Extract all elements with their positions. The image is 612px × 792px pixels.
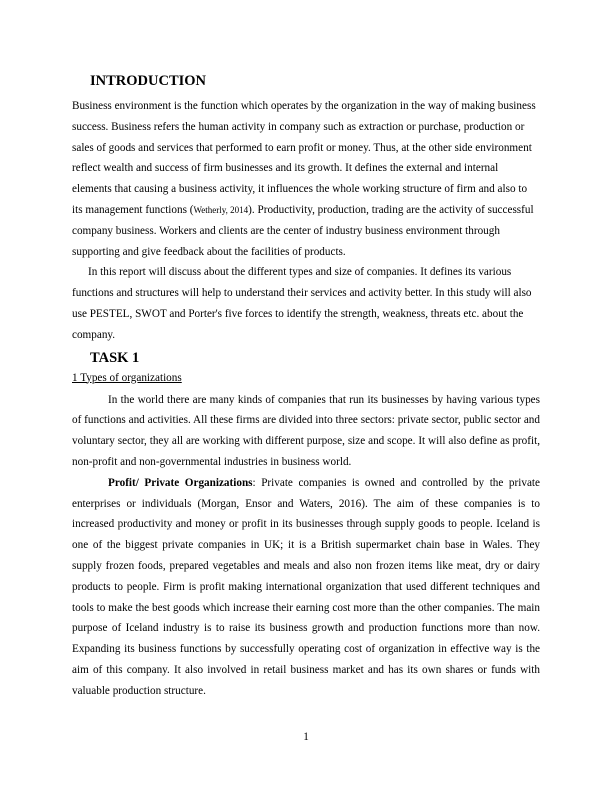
private-org-term: Profit/ Private Organizations [108, 476, 253, 489]
intro-paragraph-2: In this report will discuss about the different types and size of companies. It defines its various functions and structures will help to understand their services and activity better. In this study will also use PESTEL, SWOT and Porter's five forces to identify the strength, weakness, threats etc. about the company. [72, 266, 532, 341]
task1-paragraph-1: In the world there are many kinds of companies that run its businesses by having various types of functions and activities. All these firms are divided into three sectors: private sector, public sector and voluntary sector, they all are working with different purpose, size and scope. It will also define as profit, non-profit and non-governmental industries in business world. [72, 393, 540, 468]
page-number: 1 [303, 731, 309, 743]
task1-heading: TASK 1 [90, 349, 140, 366]
task1-p2-text-end: ). The aim of these companies is to increased productivity and money or profit in its businesses through supply goods to people. Iceland is one of the biggest private companies in UK; it is a British supermarket chain base in Wales. They supply frozen foods, prepared vegetables and meals and also non frozen items like meat, dry or dairy products to people. Firm is profit making international organization that used different techniques and tools to make the best goods which increase their earning cost more than the other companies. The main purpose of Iceland industry is to raise its business growth and production functions more than now. Expanding its business functions by successfully operating cost of organization in effective way is the aim of this company. It also involved in retail business market and has its own shares or funds with valuable production structure. [72, 497, 540, 697]
citation-morgan: Morgan, Ensor and Waters, 2016 [201, 497, 362, 510]
types-subheading: 1 Types of organizations [72, 371, 182, 384]
introduction-heading: INTRODUCTION [90, 73, 207, 89]
document-page [72, 72, 540, 702]
intro-paragraph-1 [72, 96, 540, 262]
task1-paragraph-2 [72, 473, 540, 702]
intro-p1-text-end: ). Productivity, production, trading are the activity of successful company business. Workers and clients are the center of industry business environment through supporting and give feedback about the facilities of products. [72, 203, 534, 258]
citation-wetherly: Wetherly, 2014 [193, 204, 249, 215]
task1-p2-text: : Private companies is owned and controlled by the private enterprises or individuals ( [72, 476, 540, 510]
intro-p1-text: Business environment is the function which operates by the organization in the way of making business success. Business refers the human activity in company such as extraction or purchase, production or sales of goods and services that performed to earn profit or money. Thus, at the other side environment reflect wealth and success of firm businesses and its growth. It defines the external and internal elements that causing a business activity, it influences the whole working structure of firm and also to its management functions ( [72, 100, 536, 216]
